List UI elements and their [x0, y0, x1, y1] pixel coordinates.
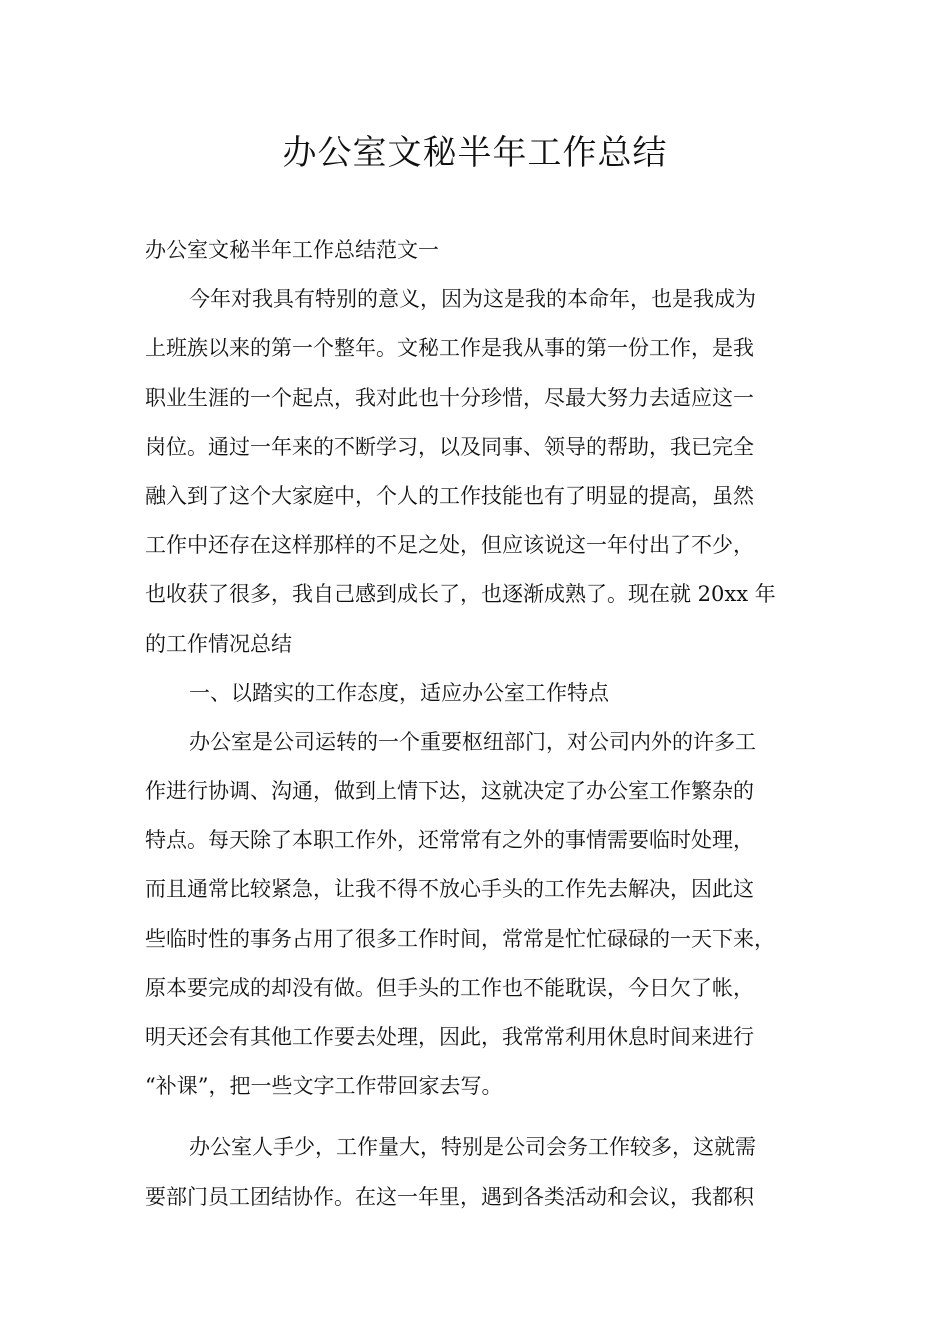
paragraph-line: 岗位。通过一年来的不断学习，以及同事、领导的帮助，我已完全 — [145, 434, 754, 459]
paragraph-line: 要部门员工团结协作。在这一年里，遇到各类活动和会议，我都积 — [145, 1184, 754, 1209]
paragraph-line: 而且通常比较紧急，让我不得不放心手头的工作先去解决，因此这 — [145, 877, 754, 902]
section-heading: 办公室文秘半年工作总结范文一 — [145, 238, 439, 262]
paragraph-line: 办公室是公司运转的一个重要枢纽部门，对公司内外的许多工 — [189, 729, 756, 754]
paragraph-line: 的工作情况总结 — [145, 631, 292, 656]
document-title: 办公室文秘半年工作总结 — [282, 133, 668, 173]
paragraph-line: 也收获了很多，我自己感到成长了，也逐渐成熟了。现在就 20xx 年 — [145, 582, 776, 607]
paragraph-line: 作进行协调、沟通，做到上情下达，这就决定了办公室工作繁杂的 — [145, 779, 754, 804]
paragraph-line: 今年对我具有特别的意义，因为这是我的本命年，也是我成为 — [189, 287, 756, 312]
paragraph-line: 职业生涯的一个起点，我对此也十分珍惜，尽最大努力去适应这一 — [145, 385, 754, 410]
subsection-heading: 一、以踏实的工作态度，适应办公室工作特点 — [189, 680, 609, 705]
paragraph-line: 明天还会有其他工作要去处理，因此，我常常利用休息时间来进行 — [145, 1025, 754, 1049]
paragraph-line: 工作中还存在这样那样的不足之处，但应该说这一年付出了不少， — [145, 533, 754, 558]
paragraph-line: 办公室人手少，工作量大，特别是公司会务工作较多，这就需 — [189, 1135, 756, 1160]
paragraph-line: 特点。每天除了本职工作外，还常常有之外的事情需要临时处理， — [145, 828, 754, 853]
document-body — [145, 226, 815, 1222]
paragraph-line: 些临时性的事务占用了很多工作时间，常常是忙忙碌碌的一天下来， — [145, 926, 775, 951]
paragraph-line: 原本要完成的却没有做。但手头的工作也不能耽误，今日欠了帐， — [145, 975, 754, 1000]
paragraph-line: 融入到了这个大家庭中，个人的工作技能也有了明显的提高，虽然 — [145, 483, 754, 508]
paragraph-line: 上班族以来的第一个整年。文秘工作是我从事的第一份工作，是我 — [145, 336, 754, 361]
paragraph-gap — [145, 1111, 815, 1123]
paragraph-line: “补课”，把一些文字工作带回家去写。 — [145, 1074, 503, 1099]
